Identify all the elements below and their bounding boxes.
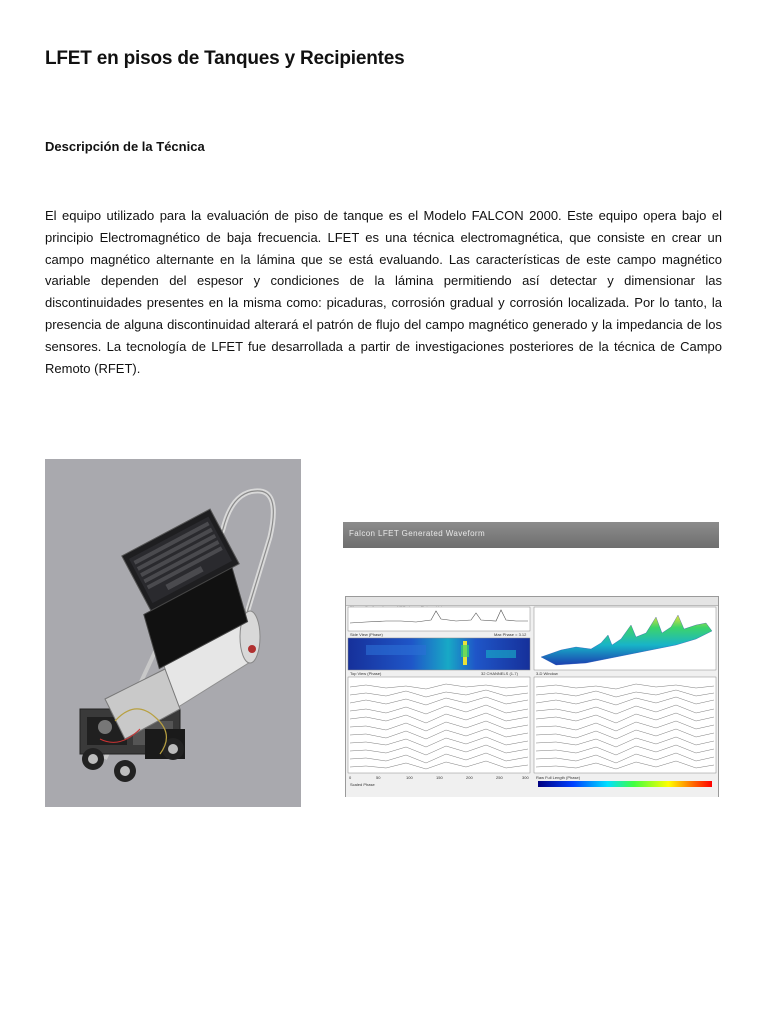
x-tick-200: 200 (466, 775, 473, 780)
section-heading: Descripción de la Técnica (45, 139, 205, 154)
equipment-photo (45, 459, 301, 807)
window-3d-label: 3-D Window (536, 671, 558, 676)
x-tick-150: 150 (436, 775, 443, 780)
side-view-trace-panel (348, 607, 530, 631)
top-view-label: Top View (Phase) (350, 671, 382, 676)
x-axis-ticks (349, 775, 529, 780)
x-tick-250: 250 (496, 775, 503, 780)
right-traces-panel (534, 677, 716, 773)
x-tick-100: 100 (406, 775, 413, 780)
waveform-window (345, 596, 719, 797)
waveform-figure (343, 522, 719, 797)
scaled-phase-label: Scaled Phase (350, 782, 375, 787)
page-title: LFET en pisos de Tanques y Recipientes (45, 48, 405, 69)
falcon-2000-scanner-icon (45, 459, 301, 807)
side-view-label: Side View (Phase) (350, 632, 383, 637)
channels-label: 32 CHANNELS (1-7) (481, 671, 518, 676)
raw-full-length-label: Raw Full Length (Phase) (536, 775, 581, 780)
x-tick-50: 50 (376, 775, 381, 780)
waveform-panels (346, 605, 718, 797)
x-tick-0: 0 (349, 775, 352, 780)
x-tick-300: 300 (522, 775, 529, 780)
waveform-header (343, 522, 719, 548)
color-scale-bar (538, 781, 712, 787)
waveform-header-text: Falcon LFET Generated Waveform (349, 529, 486, 538)
description-paragraph: El equipo utilizado para la evaluación de piso de tanque es el Modelo FALCON 2000. Este equipo opera bajo el principio Electromagnético de baja frecuencia. LFET es una técnica electromagnética, que consiste en crear un campo magnético alternante en la lámina que se está evaluando. Las características de este campo magnético variable dependen del espesor y condiciones de la lámina permitiendo así detectar y dimensionar las discontinuidades presentes en la misma como: picaduras, corrosión gradual y corrosión localizada. Por lo tanto, la presencia de alguna discontinuidad alterará el patrón de flujo del campo magnético generado y la impedancia de los sensores. La tecnología de LFET fue desarrollada a partir de investigaciones posteriores de la técnica de Campo Remoto (RFET). (45, 208, 722, 376)
max-phase-label: Max Phase = 3.12 (494, 632, 527, 637)
